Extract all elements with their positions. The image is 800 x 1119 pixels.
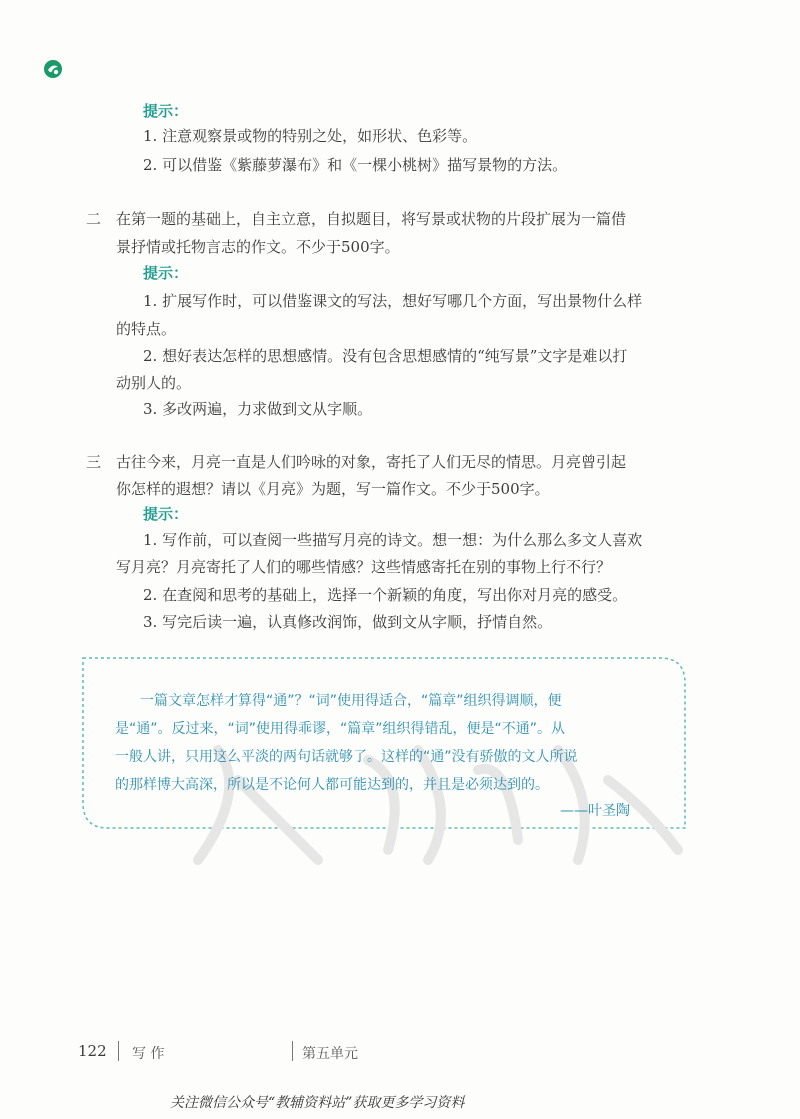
hint-item: 1. 注意观察景或物的特别之处，如形状、色彩等。 bbox=[143, 127, 478, 145]
hint-label-1: 提示： bbox=[143, 102, 189, 120]
page-number: 122 bbox=[78, 1042, 107, 1060]
bottom-note: 关注微信公众号“教辅资料站”获取更多学习资料 bbox=[170, 1095, 465, 1111]
question-prompt: 你怎样的遐想？请以《月亮》为题，写一篇作文。不少于500字。 bbox=[116, 480, 550, 498]
publisher-logo-icon bbox=[43, 59, 63, 79]
question-prompt: 古往今来，月亮一直是人们吟咏的对象，寄托了人们无尽的情思。月亮曾引起 bbox=[116, 453, 627, 471]
hint-item: 动别人的。 bbox=[116, 374, 192, 392]
hint-label-2: 提示： bbox=[143, 264, 189, 282]
hint-label-3: 提示： bbox=[143, 505, 189, 523]
quote-text: 的那样博大高深，所以是不论何人都可能达到的，并且是必须达到的。 bbox=[115, 777, 549, 793]
hint-item: 1. 写作前，可以查阅一些描写月亮的诗文。想一想：为什么那么多文人喜欢 bbox=[143, 531, 643, 549]
hint-item: 的特点。 bbox=[116, 320, 177, 338]
hint-item: 写月亮？月亮寄托了人们的哪些情感？这些情感寄托在别的事物上行不行？ bbox=[116, 558, 612, 576]
hint-item: 3. 写完后读一遍，认真修改润饰，做到文从字顺，抒情自然。 bbox=[143, 613, 553, 631]
hint-item: 2. 在查阅和思考的基础上，选择一个新颖的角度，写出你对月亮的感受。 bbox=[143, 586, 628, 604]
quote-text: 一般人讲，只用这么平淡的两句话就够了。这样的“通”没有骄傲的文人所说 bbox=[115, 749, 578, 765]
footer-section: 写 作 bbox=[132, 1046, 165, 1062]
hint-item: 1. 扩展写作时，可以借鉴课文的写法，想好写哪几个方面，写出景物什么样 bbox=[143, 292, 643, 310]
footer-divider bbox=[118, 1041, 119, 1061]
hint-item: 2. 可以借鉴《紫藤萝瀑布》和《一棵小桃树》描写景物的方法。 bbox=[143, 156, 568, 174]
quote-text: 一篇文章怎样才算得“通”？“词”使用得适合，“篇章”组织得调顺，便 bbox=[140, 693, 562, 709]
hint-item: 2. 想好表达怎样的思想感情。没有包含思想感情的“纯写景”文字是难以打 bbox=[143, 347, 628, 365]
question-prompt: 景抒情或托物言志的作文。不少于500字。 bbox=[116, 238, 400, 256]
question-prompt: 在第一题的基础上，自主立意，自拟题目，将写景或状物的片段扩展为一篇借 bbox=[116, 210, 627, 228]
hint-item: 3. 多改两遍，力求做到文从字顺。 bbox=[143, 400, 373, 418]
calligraphy-watermark-icon bbox=[178, 720, 698, 870]
quote-author: ——叶圣陶 bbox=[560, 803, 630, 819]
footer-unit: 第五单元 bbox=[302, 1046, 358, 1062]
quote-text: 是“通”。反过来，“词”使用得乖谬，“篇章”组织得错乱，便是“不通”。从 bbox=[115, 721, 566, 737]
question-number-3: 三 bbox=[86, 453, 102, 471]
footer-divider bbox=[292, 1041, 293, 1061]
question-number-2: 二 bbox=[86, 210, 102, 228]
